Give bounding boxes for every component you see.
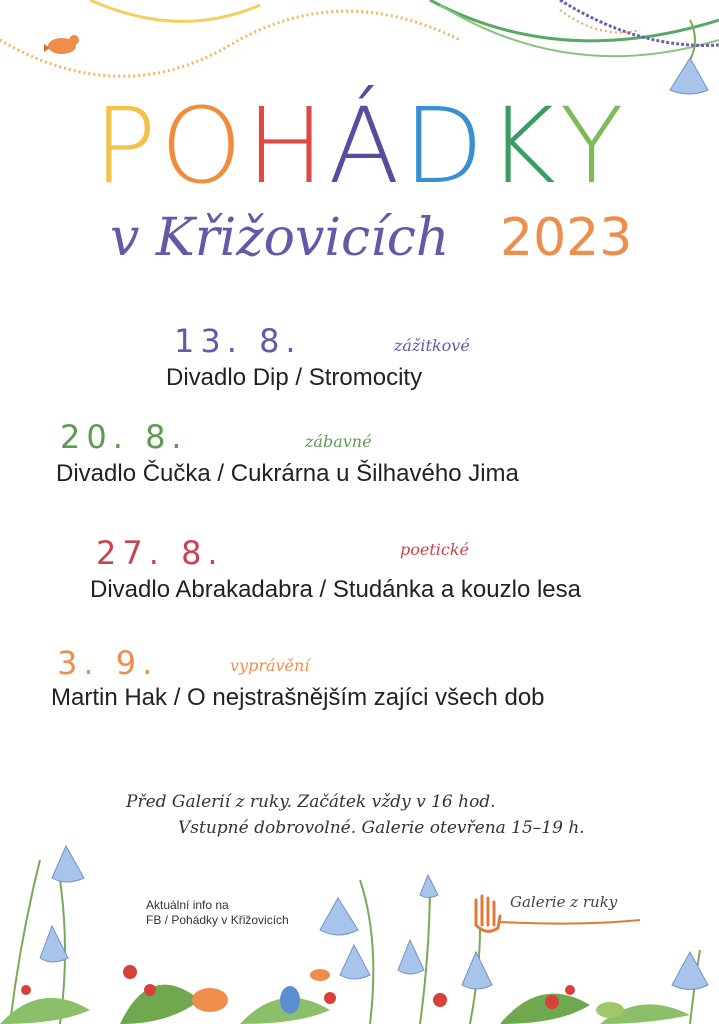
title-letter: Á bbox=[328, 85, 402, 207]
event-4-show: Martin Hak / O nejstrašnějším zajíci všech dob bbox=[51, 684, 545, 711]
title-letter: H bbox=[246, 85, 327, 207]
title-letter: Y bbox=[559, 85, 626, 207]
title-letter: O bbox=[160, 85, 245, 207]
event-2-show: Divadlo Čučka / Cukrárna u Šilhavého Jima bbox=[56, 460, 519, 487]
event-3-date: 27. 8. bbox=[96, 534, 224, 572]
footer-info-line-1: Aktuální info na bbox=[146, 898, 229, 912]
title-letter: P bbox=[93, 85, 159, 207]
footer-info-line-2: FB / Pohádky v Křižovicích bbox=[146, 913, 289, 927]
event-1-tag: zážitkové bbox=[394, 336, 470, 355]
poster-year: 2023 bbox=[500, 208, 633, 268]
event-3-tag: poetické bbox=[400, 540, 470, 559]
event-4-date: 3. 9. bbox=[57, 644, 159, 682]
title-letter: K bbox=[487, 85, 558, 207]
event-2-tag: zábavné bbox=[305, 432, 372, 451]
title-letter: D bbox=[403, 85, 486, 207]
event-2-date: 20. 8. bbox=[60, 418, 188, 456]
poster-subtitle: v Křižovicích bbox=[110, 208, 450, 268]
gallery-logo-text: Galerie z ruky bbox=[510, 893, 618, 911]
event-1-show: Divadlo Dip / Stromocity bbox=[166, 364, 423, 391]
event-1-date: 13. 8. bbox=[174, 322, 302, 360]
event-4-tag: vyprávění bbox=[230, 656, 310, 675]
event-3-show: Divadlo Abrakadabra / Studánka a kouzlo lesa bbox=[90, 576, 581, 603]
info-line-entry: Vstupné dobrovolné. Galerie otevřena 15–19 h. bbox=[178, 818, 585, 838]
info-line-venue: Před Galerií z ruky. Začátek vždy v 16 hod. bbox=[126, 792, 496, 812]
